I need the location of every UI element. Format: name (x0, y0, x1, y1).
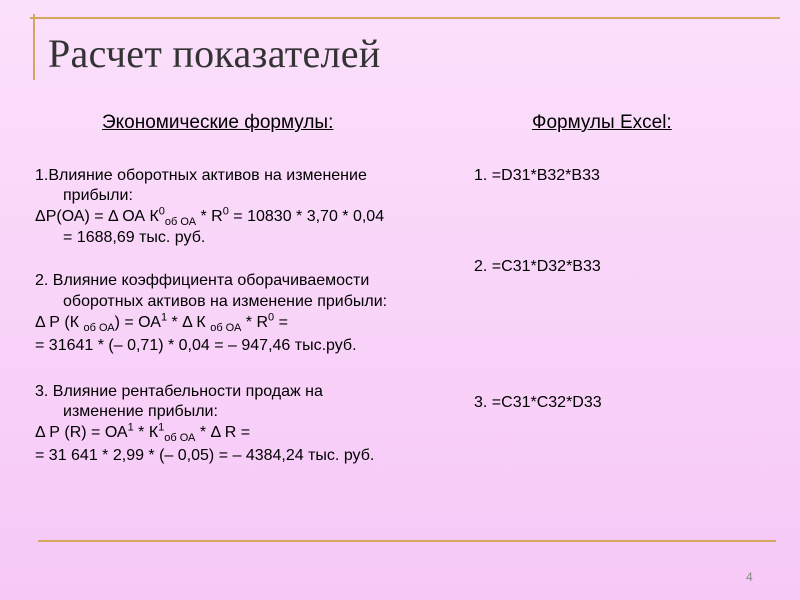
excel-formula-1: 1. =D31*B32*B33 (474, 167, 600, 184)
block3-formula: Δ Р $(R) = ОА^1 * К^1_{об ОА} * \Delta$ R = (35, 421, 251, 445)
block1-formula: ΔР(ОА) = Δ ОА $К^0_{об ОА} * R^0 = 10830 * 3,70 * 0,04$ (35, 205, 385, 229)
decorative-vertical-rule (33, 14, 35, 80)
block2-heading-line1: 2. Влияние коэффициента оборачиваемости (35, 272, 370, 289)
slide-title: Расчет показателей (48, 31, 381, 76)
block3-result: = 31 641 * 2,99 * (– 0,05) = – 4384,24 тыс. руб. (35, 447, 375, 464)
block2-heading-line2: оборотных активов на изменение прибыли: (63, 293, 388, 310)
decorative-bottom-rule (38, 540, 776, 542)
block2-result: = 31641 * (– 0,71) * 0,04 = – 947,46 тыс.руб. (35, 337, 357, 354)
block1-result: = 1688,69 тыс. руб. (63, 229, 206, 246)
block2-formula: Δ Р (К $_{об ОА}) = ОА^1 * \Delta$ К $_{об ОА} * R^0$ = (35, 311, 288, 335)
block3-heading-line2: изменение прибыли: (63, 403, 218, 420)
block1-heading-line2: прибыли: (63, 187, 133, 204)
excel-formula-3: 3. =C31*C32*D33 (474, 394, 602, 411)
decorative-top-rule (30, 17, 780, 19)
block1-heading-line1: 1.Влияние оборотных активов на изменение (35, 167, 367, 184)
excel-formula-2: 2. =C31*D32*B33 (474, 258, 601, 275)
block3-heading-line1: 3. Влияние рентабельности продаж на (35, 383, 323, 400)
page-number: 4 (746, 570, 753, 584)
header-excel-formulas: Формулы Excel: (532, 112, 672, 133)
header-economic-formulas: Экономические формулы: (102, 112, 334, 133)
